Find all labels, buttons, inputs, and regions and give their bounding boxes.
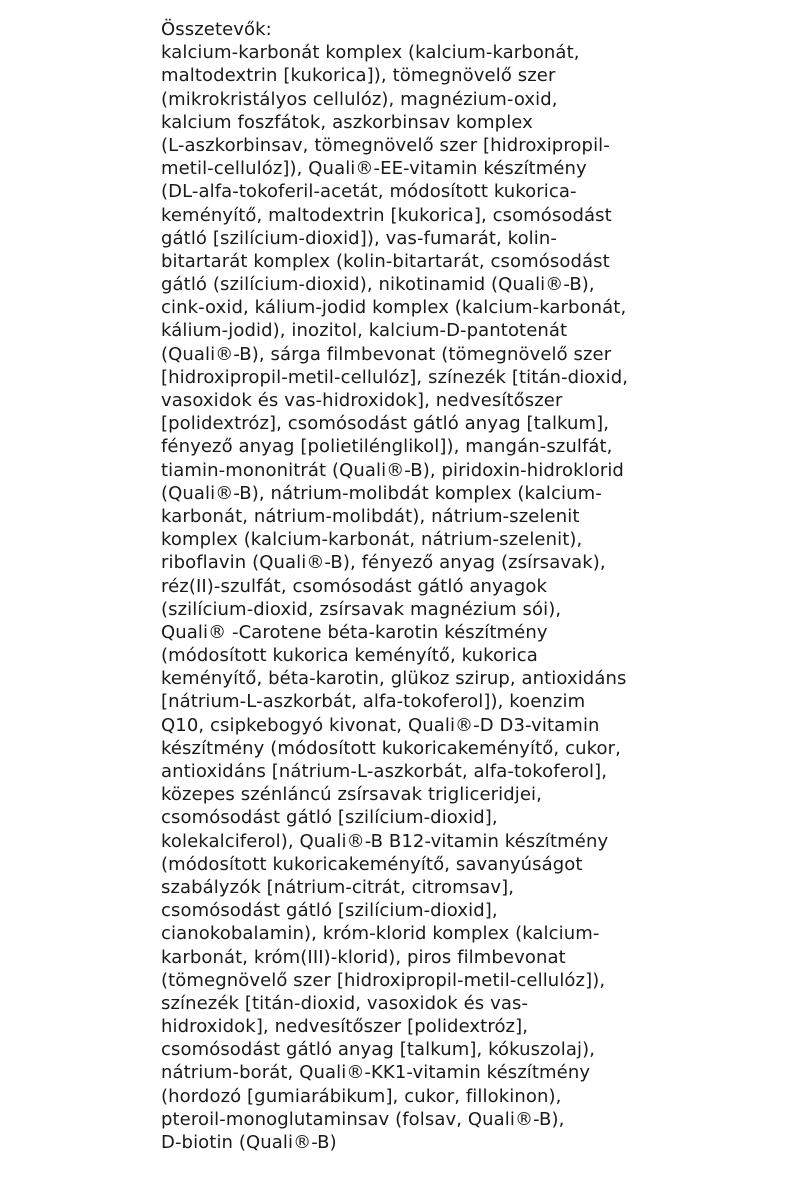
ingredients-line: színezék [titán-dioxid, vasoxidok és vas-: [161, 992, 529, 1014]
ingredients-line: riboflavin (Quali®-B), fényező anyag (zsírsavak),: [161, 552, 606, 574]
ingredients-line: csomósodást gátló [szilícium-dioxid],: [161, 807, 498, 829]
ingredients-line: közepes szénláncú zsírsavak trigliceridjei,: [161, 784, 542, 806]
ingredients-line: (Quali®-B), nátrium-molibdát komplex (kalcium-: [161, 482, 602, 504]
ingredients-line: nátrium-borát, Quali®-KK1-vitamin készítmény: [161, 1062, 591, 1084]
ingredients-heading: Összetevők:: [161, 19, 272, 40]
ingredients-line: szabályzók [nátrium-citrát, citromsav],: [161, 876, 515, 898]
ingredients-line: (hordozó [gumiarábikum], cukor, fillokinon),: [161, 1085, 562, 1107]
ingredients-line: tiamin-mononitrát (Quali®-B), piridoxin-hidroklorid: [161, 459, 624, 481]
ingredients-line: antioxidáns [nátrium-L-aszkorbát, alfa-tokoferol],: [161, 761, 608, 782]
ingredients-line: komplex (kalcium-karbonát, nátrium-szelenit),: [161, 529, 583, 551]
ingredients-line: (Quali®-B), sárga filmbevonat (tömegnövelő szer: [161, 343, 612, 365]
ingredients-line: metil-cellulóz]), Quali®-EE-vitamin készítmény: [161, 158, 587, 180]
ingredients-line: (mikrokristályos cellulóz), magnézium-oxid,: [161, 88, 558, 110]
ingredients-line: [nátrium-L-aszkorbát, alfa-tokoferol]), koenzim: [161, 691, 586, 713]
ingredients-line: keményítő, maltodextrin [kukorica], csomósodást: [161, 204, 612, 226]
ingredients-line: (módosított kukoricakeményítő, savanyúságot: [161, 853, 583, 875]
ingredients-line: vasoxidok és vas-hidroxidok], nedvesítőszer: [161, 390, 563, 411]
ingredients-line: gátló (szilícium-dioxid), nikotinamid (Quali®-B),: [161, 274, 595, 296]
ingredients-line: karbonát, nátrium-molibdát), nátrium-szelenit: [161, 505, 580, 527]
ingredients-line: cianokobalamin), króm-klorid komplex (kalcium-: [161, 923, 600, 945]
ingredients-line: csomósodást gátló anyag [talkum], kókuszolaj),: [161, 1039, 596, 1061]
ingredients-line: hidroxidok], nedvesítőszer [polidextróz],: [161, 1016, 529, 1038]
ingredients-line: kálium-jodid), inozitol, kalcium-D-pantotenát: [161, 320, 568, 342]
ingredients-text-block: [161, 18, 791, 1154]
ingredients-line: keményítő, béta-karotin, glükoz szirup, antioxidáns: [161, 668, 627, 690]
ingredients-line: réz(II)-szulfát, csomósodást gátló anyagok: [161, 575, 548, 597]
ingredients-line: fényező anyag [polietilénglikol]), mangán-szulfát,: [161, 436, 613, 458]
ingredients-line: cink-oxid, kálium-jodid komplex (kalcium-karbonát,: [161, 297, 627, 319]
ingredients-line: [hidroxipropil-metil-cellulóz], színezék [titán-dioxid,: [161, 366, 629, 388]
ingredients-line: D-biotin (Quali®-B): [161, 1132, 337, 1153]
ingredients-line: karbonát, króm(III)-klorid), piros filmbevonat: [161, 946, 566, 968]
ingredients-line: csomósodást gátló [szilícium-dioxid],: [161, 900, 498, 922]
ingredients-line: kolekalciferol), Quali®-B B12-vitamin készítmény: [161, 830, 609, 852]
ingredients-line: gátló [szilícium-dioxid]), vas-fumarát, kolin-: [161, 227, 557, 249]
ingredients-line: kalcium-karbonát komplex (kalcium-karbonát,: [161, 42, 580, 64]
ingredients-line: (módosított kukorica keményítő, kukorica: [161, 645, 538, 667]
ingredients-line: (szilícium-dioxid, zsírsavak magnézium sói),: [161, 598, 562, 620]
ingredients-line: (L-aszkorbinsav, tömegnövelő szer [hidroxipropil-: [161, 134, 610, 156]
ingredients-line: maltodextrin [kukorica]), tömegnövelő szer: [161, 65, 556, 87]
ingredients-line: Q10, csipkebogyó kivonat, Quali®-D D3-vitamin: [161, 714, 600, 736]
ingredients-line: [polidextróz], csomósodást gátló anyag [talkum],: [161, 413, 610, 435]
ingredients-line: kalcium foszfátok, aszkorbinsav komplex: [161, 111, 533, 133]
ingredients-line: készítmény (módosított kukoricakeményítő, cukor,: [161, 737, 621, 759]
ingredients-line: (tömegnövelő szer [hidroxipropil-metil-cellulóz]),: [161, 969, 606, 991]
ingredients-line: pteroil-monoglutaminsav (folsav, Quali®-B),: [161, 1108, 565, 1130]
ingredients-line: Quali® -Carotene béta-karotin készítmény: [161, 621, 548, 643]
ingredients-line: (DL-alfa-tokoferil-acetát, módosított kukorica-: [161, 181, 577, 203]
ingredients-line: bitartarát komplex (kolin-bitartarát, csomósodást: [161, 250, 610, 272]
